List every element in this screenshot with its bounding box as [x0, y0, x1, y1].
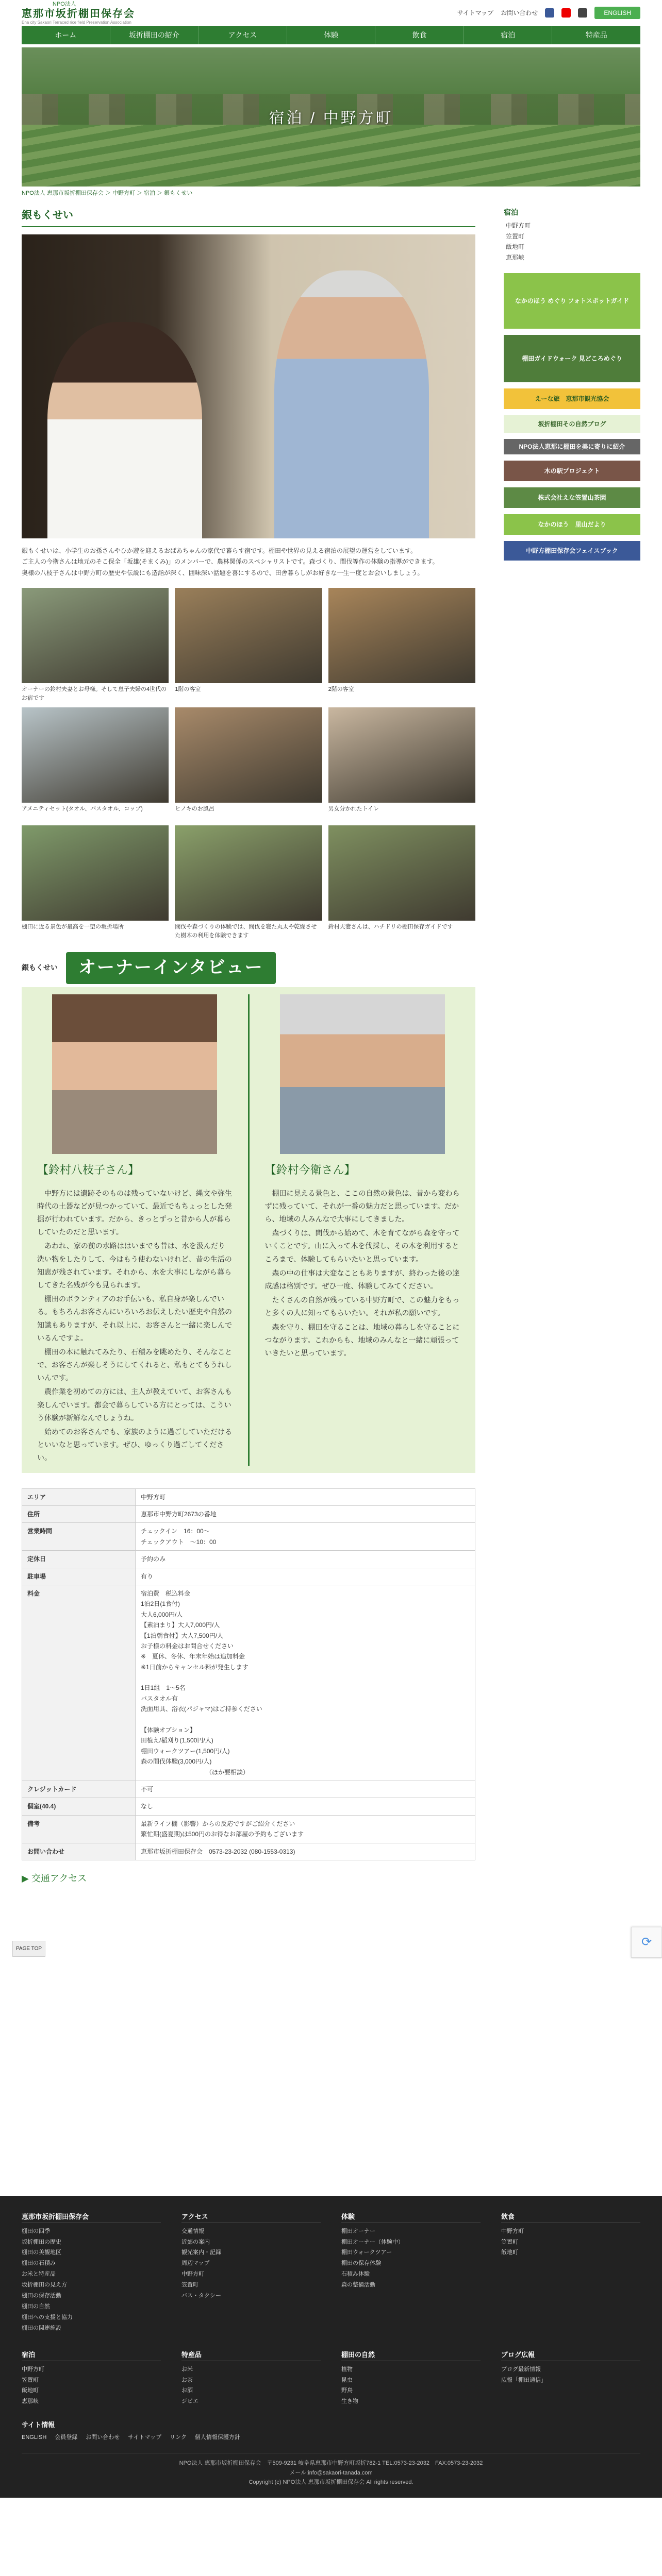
interview-photo-imae	[280, 994, 445, 1154]
footer-column-list	[501, 2364, 640, 2386]
footer-link[interactable]: 棚田の石積み	[22, 2260, 56, 2267]
interview-paragraph: 中野方には遺跡そのものは残っていないけど、縄文や弥生時代の土器などが見つかっていて、最近でもちょっとした発掘が行われています。だから、きっとずっと昔から人が暮らしていたのだと思います。	[37, 1189, 232, 1236]
footer-site-title: サイト情報	[22, 2421, 55, 2429]
footer-link[interactable]: 野鳥	[341, 2387, 353, 2394]
info-value: 宿泊費 税込料金 1泊2日(1食付) 大人6,000円/人 【素泊まり】大人7,000円/人 【1泊朝食付】大人7,500円/人 お子様の料金はお問合せください ※ 夏休、冬休、年末年始は追加料金 ※1日前からキャンセル料が発生します 1日1組 1〜5名 バスタオル有 洗面用具、浴衣(パジャマ)はご持参ください 【体験オプション】 田植え/稲刈り(1,500円/人) 棚田ウォークツアー(1,500円/人) 森の間伐体験(3,000円/人) （ほか要相談）	[136, 1585, 475, 1781]
footer-bottom	[22, 2453, 640, 2487]
footer-link[interactable]: 棚田への支援と協力	[22, 2314, 73, 2320]
page-top-button[interactable]: PAGE TOP	[12, 1941, 45, 1957]
info-label: 料金	[22, 1585, 136, 1781]
interview-left	[22, 994, 248, 1465]
gallery-image[interactable]	[22, 707, 169, 803]
site-footer	[0, 2196, 662, 2498]
gallery-item[interactable]	[22, 707, 169, 820]
interview-photo-yaeko	[52, 994, 217, 1154]
info-row	[22, 1505, 475, 1522]
instagram-icon[interactable]	[578, 8, 587, 18]
logo-en: Ena city Sakaori Terraced rice field Preservation Association	[22, 20, 131, 25]
footer-copyright: Copyright (c) NPO法人 恵那市坂折棚田保存会 All rights reserved.	[249, 2479, 413, 2486]
interview-text-right	[265, 1187, 460, 1360]
footer-link[interactable]: 棚田の関連施設	[22, 2325, 61, 2331]
sidebar-area-item[interactable]: 中野方町	[506, 222, 531, 230]
nav-stay[interactable]: 宿泊	[464, 26, 553, 44]
footer-column	[22, 2349, 161, 2408]
site-header	[22, 0, 640, 26]
footer-link[interactable]: お米	[181, 2366, 193, 2372]
footer-link[interactable]: 昆虫	[341, 2377, 353, 2383]
footer-site-link[interactable]: お問い合わせ	[86, 2434, 120, 2441]
footer-column	[181, 2349, 321, 2408]
gallery-item[interactable]	[328, 707, 475, 820]
footer-link[interactable]: 中野方町	[181, 2271, 204, 2278]
interview-header	[22, 952, 475, 984]
global-nav	[22, 26, 640, 44]
info-value: 有り	[136, 1568, 475, 1585]
info-label: 駐車場	[22, 1568, 136, 1585]
info-label: 個室(40.4)	[22, 1798, 136, 1815]
owner-husband-figure	[274, 270, 429, 538]
info-row	[22, 1551, 475, 1568]
info-value: 最新ライフ棚（影響）からの反応ですがご紹介ください 繁忙期(盛夏期)は500円のお得なお部屋の予約もございます	[136, 1815, 475, 1843]
logo-name: 恵那市坂折棚田保存会	[22, 8, 135, 20]
gallery-caption: 男女分かれたトイレ	[328, 806, 379, 812]
interview-title: オーナーインタビュー	[66, 952, 276, 984]
sidebar-heading: 宿泊	[504, 208, 518, 216]
sidebar-area-item[interactable]: 恵那峡	[506, 253, 525, 261]
sidebar-banner[interactable]: 株式会社えな笠置山茶園	[504, 487, 640, 508]
footer-link[interactable]: ジビエ	[181, 2398, 198, 2405]
gallery-item[interactable]	[328, 825, 475, 940]
main-content	[22, 207, 475, 1887]
sitemap-link[interactable]: サイトマップ	[457, 9, 494, 16]
footer-address: NPO法人 恵那市坂折棚田保存会 〒509-9231 岐阜県恵那市中野方町坂折782-1 TEL:0573-23-2032 FAX:0573-23-2032	[179, 2460, 483, 2466]
info-value: チェックイン 16：00〜 チェックアウト 〜10：00	[136, 1523, 475, 1551]
contact-link[interactable]: お問い合わせ	[501, 9, 538, 16]
interview-text-left	[37, 1187, 233, 1465]
page-title: 銀もくせい	[22, 207, 475, 227]
gallery-image[interactable]	[328, 588, 475, 683]
gallery-image[interactable]	[328, 707, 475, 803]
info-value: 中野方町	[136, 1488, 475, 1505]
interview-paragraph: 森を守り、棚田を守ることは、地域の暮らしを守ることにつながります。これからも、地域のみんなと一緒に頑張っていきたいと思っています。	[264, 1323, 460, 1357]
utility-links	[457, 7, 640, 19]
info-label: クレジットカード	[22, 1781, 136, 1798]
gallery-item[interactable]	[175, 707, 322, 820]
sidebar-area-item[interactable]: 飯地町	[506, 243, 525, 251]
footer-link[interactable]: ブログ最新情報	[501, 2366, 541, 2372]
info-label: エリア	[22, 1488, 136, 1505]
recaptcha-badge[interactable]: ⟳	[631, 1927, 662, 1958]
footer-column-list	[501, 2226, 640, 2259]
gallery-caption: 棚田に近る景色が最高を一望の坂折場所	[22, 924, 124, 930]
interview-paragraph: たくさんの自然が残っている中野方町で、この魅力をもっと多くの人に知ってもらいたい。それが私の願いです。	[264, 1296, 460, 1317]
footer-link[interactable]: 坂折棚田の見え方	[22, 2282, 67, 2289]
footer-site-link[interactable]: 会員登録	[55, 2434, 78, 2441]
info-row	[22, 1843, 475, 1860]
interview-paragraph: 棚田のボランティアのお手伝いも、私自身が楽しんでいる。もちろんお客さんにいろいろお伝えしたい歴史や自然の知識もありますが、それ以上に、お客さんと一緒に楽しんでいるんですよ。	[37, 1295, 232, 1342]
sidebar-banner[interactable]: なかのほう めぐり フォトスポットガイド	[504, 273, 640, 329]
footer-column-title: 飲食	[501, 2211, 640, 2223]
info-label: お問い合わせ	[22, 1843, 136, 1860]
footer-site-link[interactable]: サイトマップ	[128, 2434, 162, 2441]
footer-link[interactable]: 森の整備活動	[341, 2282, 375, 2289]
footer-column-title: ブログ広報	[501, 2349, 640, 2361]
footer-site-links	[22, 2433, 640, 2443]
gallery-image[interactable]	[175, 825, 322, 921]
nav-intro[interactable]: 坂折棚田の紹介	[110, 26, 199, 44]
footer-link[interactable]: 植物	[341, 2366, 353, 2372]
footer-link[interactable]: 棚田の自然	[22, 2303, 50, 2310]
footer-link[interactable]: 飯地町	[22, 2387, 39, 2394]
interview-name-left: 【鈴村八枝子さん】	[37, 1163, 140, 1177]
info-label: 備考	[22, 1815, 136, 1843]
footer-link[interactable]: 笠置町	[22, 2377, 39, 2383]
sidebar	[504, 207, 640, 1887]
interview-box	[22, 987, 475, 1472]
facebook-icon[interactable]	[545, 8, 554, 18]
footer-link[interactable]: 坂折棚田の歴史	[22, 2239, 61, 2245]
footer-link[interactable]: 石積み体験	[341, 2271, 370, 2278]
hero-terraces	[22, 125, 640, 187]
footer-column-title: 棚田の自然	[341, 2349, 481, 2361]
interview-pre: 銀もくせい	[22, 963, 58, 972]
nav-food[interactable]: 飲食	[375, 26, 464, 44]
footer-link[interactable]: 生き物	[341, 2398, 358, 2405]
sidebar-area-item[interactable]: 笠置町	[506, 232, 525, 240]
sidebar-banner[interactable]: えーな旅 恵那市観光協会	[504, 388, 640, 409]
footer-site-link[interactable]: 個人情報保護方針	[194, 2434, 240, 2441]
nav-experience[interactable]: 体験	[287, 26, 376, 44]
photo-gallery	[22, 588, 475, 940]
sidebar-banner[interactable]: 棚田ガイドウォーク 見どころめぐり	[504, 335, 640, 382]
info-row	[22, 1798, 475, 1815]
info-value: 予約のみ	[136, 1551, 475, 1568]
info-table	[22, 1488, 475, 1860]
info-value: なし	[136, 1798, 475, 1815]
footer-column	[22, 2211, 161, 2334]
sidebar-banner[interactable]: NPO法人恵那に棚田を美に寄りに紹介	[504, 439, 640, 454]
interview-right	[248, 994, 476, 1465]
footer-site-link[interactable]: ENGLISH	[22, 2434, 47, 2441]
gallery-caption: 間伐や森づくりの体験では、間伐を寝た丸太や乾燥させた樹木の利用を体験できます	[175, 924, 317, 939]
footer-link[interactable]: 棚田オーナー	[341, 2228, 375, 2234]
gallery-image[interactable]	[175, 707, 322, 803]
interview-paragraph: 棚田に見える景色と、ここの自然の景色は、昔から変わらずに残っていて、それが一番の魅力だと思っています。だから、地域の人みんなで大事にしてきました。	[264, 1189, 460, 1224]
footer-link[interactable]: 棚田の四季	[22, 2228, 50, 2234]
footer-link[interactable]: お酒	[181, 2387, 193, 2394]
footer-link[interactable]: 棚田の美観地区	[22, 2249, 61, 2256]
owner-photo	[22, 234, 475, 538]
footer-column	[341, 2349, 481, 2408]
gallery-item[interactable]	[175, 825, 322, 940]
access-link[interactable]: ▶ 交通アクセス	[22, 1873, 87, 1884]
breadcrumb[interactable]: NPO法人 恵那市坂折棚田保存会 ＞ 中野方町 ＞ 宿泊 ＞ 銀もくせい	[22, 190, 193, 196]
info-label: 営業時間	[22, 1523, 136, 1551]
gallery-caption: 2階の客室	[328, 686, 354, 693]
interview-paragraph: 森づくりは、間伐から始めて、木を育てながら森を守っていくことです。山に入って木を伐採し、その木を利用するところまで、体験してもらいたいと思っています。	[264, 1229, 460, 1263]
hero-image	[22, 47, 640, 187]
footer-column-list	[341, 2364, 481, 2408]
nav-access[interactable]: アクセス	[198, 26, 287, 44]
logo-npo: NPO法人	[53, 1, 76, 7]
site-logo[interactable]	[22, 1, 135, 25]
footer-link[interactable]: 周辺マップ	[181, 2260, 210, 2267]
footer-column-title: 恵那市坂折棚田保存会	[22, 2211, 161, 2223]
footer-column-list	[22, 2364, 161, 2408]
nav-home[interactable]: ホーム	[22, 26, 110, 44]
interview-paragraph: 森の中の仕事は大変なこともありますが、終わった後の達成感は格別です。ぜひ一度、体験してみてください。	[264, 1268, 460, 1290]
intro-text: 銀もくせいは、小学生のお孫さんやひか遊を迎えるおばあちゃんの家代で暮らす宿です。棚田や世界の見える宿泊の展望の運営をしています。 ご主人の今衛さんは地元のそこ保全「坂雄(そまくみ)」のメンバーで、農林関係のスペシャリストです。森づくり、間伐等作の体験の指導ができます。 奥様の八枝子さんは中野方町の歴史や伝説にも造詣が深く、囲味深い話題を喜にするので、田舎暮らしがお好きな一生一度とお会いしましょう。	[22, 547, 439, 577]
english-button[interactable]: ENGLISH	[594, 7, 640, 19]
gallery-caption: オーナーの鈴村夫妻とお母様。そして息子夫婦の4世代のお宿です	[22, 686, 167, 701]
footer-link[interactable]: 棚田オーナー（体験中）	[341, 2239, 404, 2245]
footer-link[interactable]: 棚田の保存活動	[22, 2292, 61, 2299]
footer-link[interactable]: 笠置町	[181, 2282, 198, 2289]
info-label: 住所	[22, 1505, 136, 1522]
interview-paragraph: 棚田の本に触れてみたり、石積みを眺めたり、そんなことで、お客さんが楽しそうにしてくれると、私もとてもうれしいんです。	[37, 1347, 232, 1382]
youtube-icon[interactable]	[561, 8, 571, 18]
gallery-caption: 1階の客室	[175, 686, 201, 693]
interview-paragraph: 農作業を初めての方には、主人が教えていて、お客さんも楽しんでいます。都会で暮らしている方にとっては、こういう体験が新鮮なんでしょうね。	[37, 1387, 232, 1422]
info-row	[22, 1815, 475, 1843]
info-row	[22, 1488, 475, 1505]
footer-column-title: 体験	[341, 2211, 481, 2223]
gallery-image[interactable]	[22, 825, 169, 921]
footer-column-title: 宿泊	[22, 2349, 161, 2361]
footer-link[interactable]: 恵那峡	[22, 2398, 39, 2405]
footer-mail: メール:info@sakaori-tanada.com	[289, 2469, 373, 2476]
info-label: 定休日	[22, 1551, 136, 1568]
info-row	[22, 1781, 475, 1798]
gallery-caption: 鈴村夫妻さんは、ハチドリの棚田保存ガイドです	[328, 924, 453, 930]
footer-column-list	[341, 2226, 481, 2291]
owner-wife-figure	[47, 322, 202, 538]
footer-link[interactable]: 棚田の保存体験	[341, 2260, 381, 2267]
footer-column-title: アクセス	[181, 2211, 321, 2223]
gallery-caption: ヒノキのお風呂	[175, 806, 214, 812]
footer-column-list	[181, 2226, 321, 2301]
gallery-item[interactable]	[328, 588, 475, 702]
footer-link[interactable]: 近郊の案内	[181, 2239, 210, 2245]
sidebar-area-list	[504, 221, 640, 263]
footer-column-list	[181, 2364, 321, 2408]
footer-link[interactable]: バス・タクシー	[181, 2292, 221, 2299]
footer-column	[341, 2211, 481, 2334]
info-row	[22, 1585, 475, 1781]
interview-paragraph: 始めてのお客さんでも、家族のように過ごしていただけるといいなと思っています。ぜひ、ゆっくり過ごしてください。	[37, 1428, 232, 1462]
sidebar-banner[interactable]: なかのほう 里山だより	[504, 514, 640, 535]
sidebar-banner[interactable]: 木の駅プロジェクト	[504, 461, 640, 481]
sidebar-banners	[504, 273, 640, 561]
footer-link[interactable]: 広報「棚田通信」	[501, 2377, 547, 2383]
footer-link[interactable]: 中野方町	[22, 2366, 44, 2372]
interview-paragraph: あわれ、家の前の水路ははいまでも昔は、水を汲んだり洗い物をしたりして、今はもう使わないけれど、昔の生活の知恵が残されています。それから、水を大事にしながら暮らしてきた名残が今も見られます。	[37, 1242, 232, 1289]
gallery-image[interactable]	[175, 588, 322, 683]
info-value: 恵那市中野方町2673の番地	[136, 1505, 475, 1522]
info-value: 恵那市坂折棚田保存会 0573-23-2032 (080-1553-0313)	[136, 1843, 475, 1860]
interview-name-right: 【鈴村今衛さん】	[264, 1163, 356, 1177]
footer-column	[501, 2211, 640, 2334]
footer-site-link[interactable]: リンク	[170, 2434, 187, 2441]
gallery-image[interactable]	[22, 588, 169, 683]
info-row	[22, 1523, 475, 1551]
gallery-item[interactable]	[22, 588, 169, 702]
footer-link-grid	[22, 2211, 640, 2408]
gallery-caption: アメニティセット(タオル、バスタオル、コップ)	[22, 806, 143, 812]
footer-column-title: 特産品	[181, 2349, 321, 2361]
footer-site-info	[22, 2419, 640, 2443]
sidebar-banner[interactable]: 坂折棚田その自然ブログ	[504, 415, 640, 433]
footer-link[interactable]: 中野方町	[501, 2228, 524, 2234]
footer-link[interactable]: 飯地町	[501, 2249, 518, 2256]
footer-link[interactable]: お米と特産品	[22, 2271, 56, 2278]
footer-link[interactable]: 笠置町	[501, 2239, 518, 2245]
gallery-item[interactable]	[22, 825, 169, 940]
gallery-image[interactable]	[328, 825, 475, 921]
footer-column	[181, 2211, 321, 2334]
info-row	[22, 1568, 475, 1585]
footer-link[interactable]: お茶	[181, 2377, 193, 2383]
footer-link[interactable]: 交通情報	[181, 2228, 204, 2234]
info-value: 不可	[136, 1781, 475, 1798]
footer-link[interactable]: 観光案内・記録	[181, 2249, 221, 2256]
footer-column-list	[22, 2226, 161, 2334]
hero-title: 宿泊 / 中野方町	[269, 110, 393, 127]
footer-column	[501, 2349, 640, 2408]
nav-products[interactable]: 特産品	[585, 31, 607, 39]
gallery-item[interactable]	[175, 588, 322, 702]
footer-link[interactable]: 棚田ウォークツアー	[341, 2249, 392, 2256]
sidebar-banner[interactable]: 中野方棚田保存会フェイスブック	[504, 541, 640, 561]
